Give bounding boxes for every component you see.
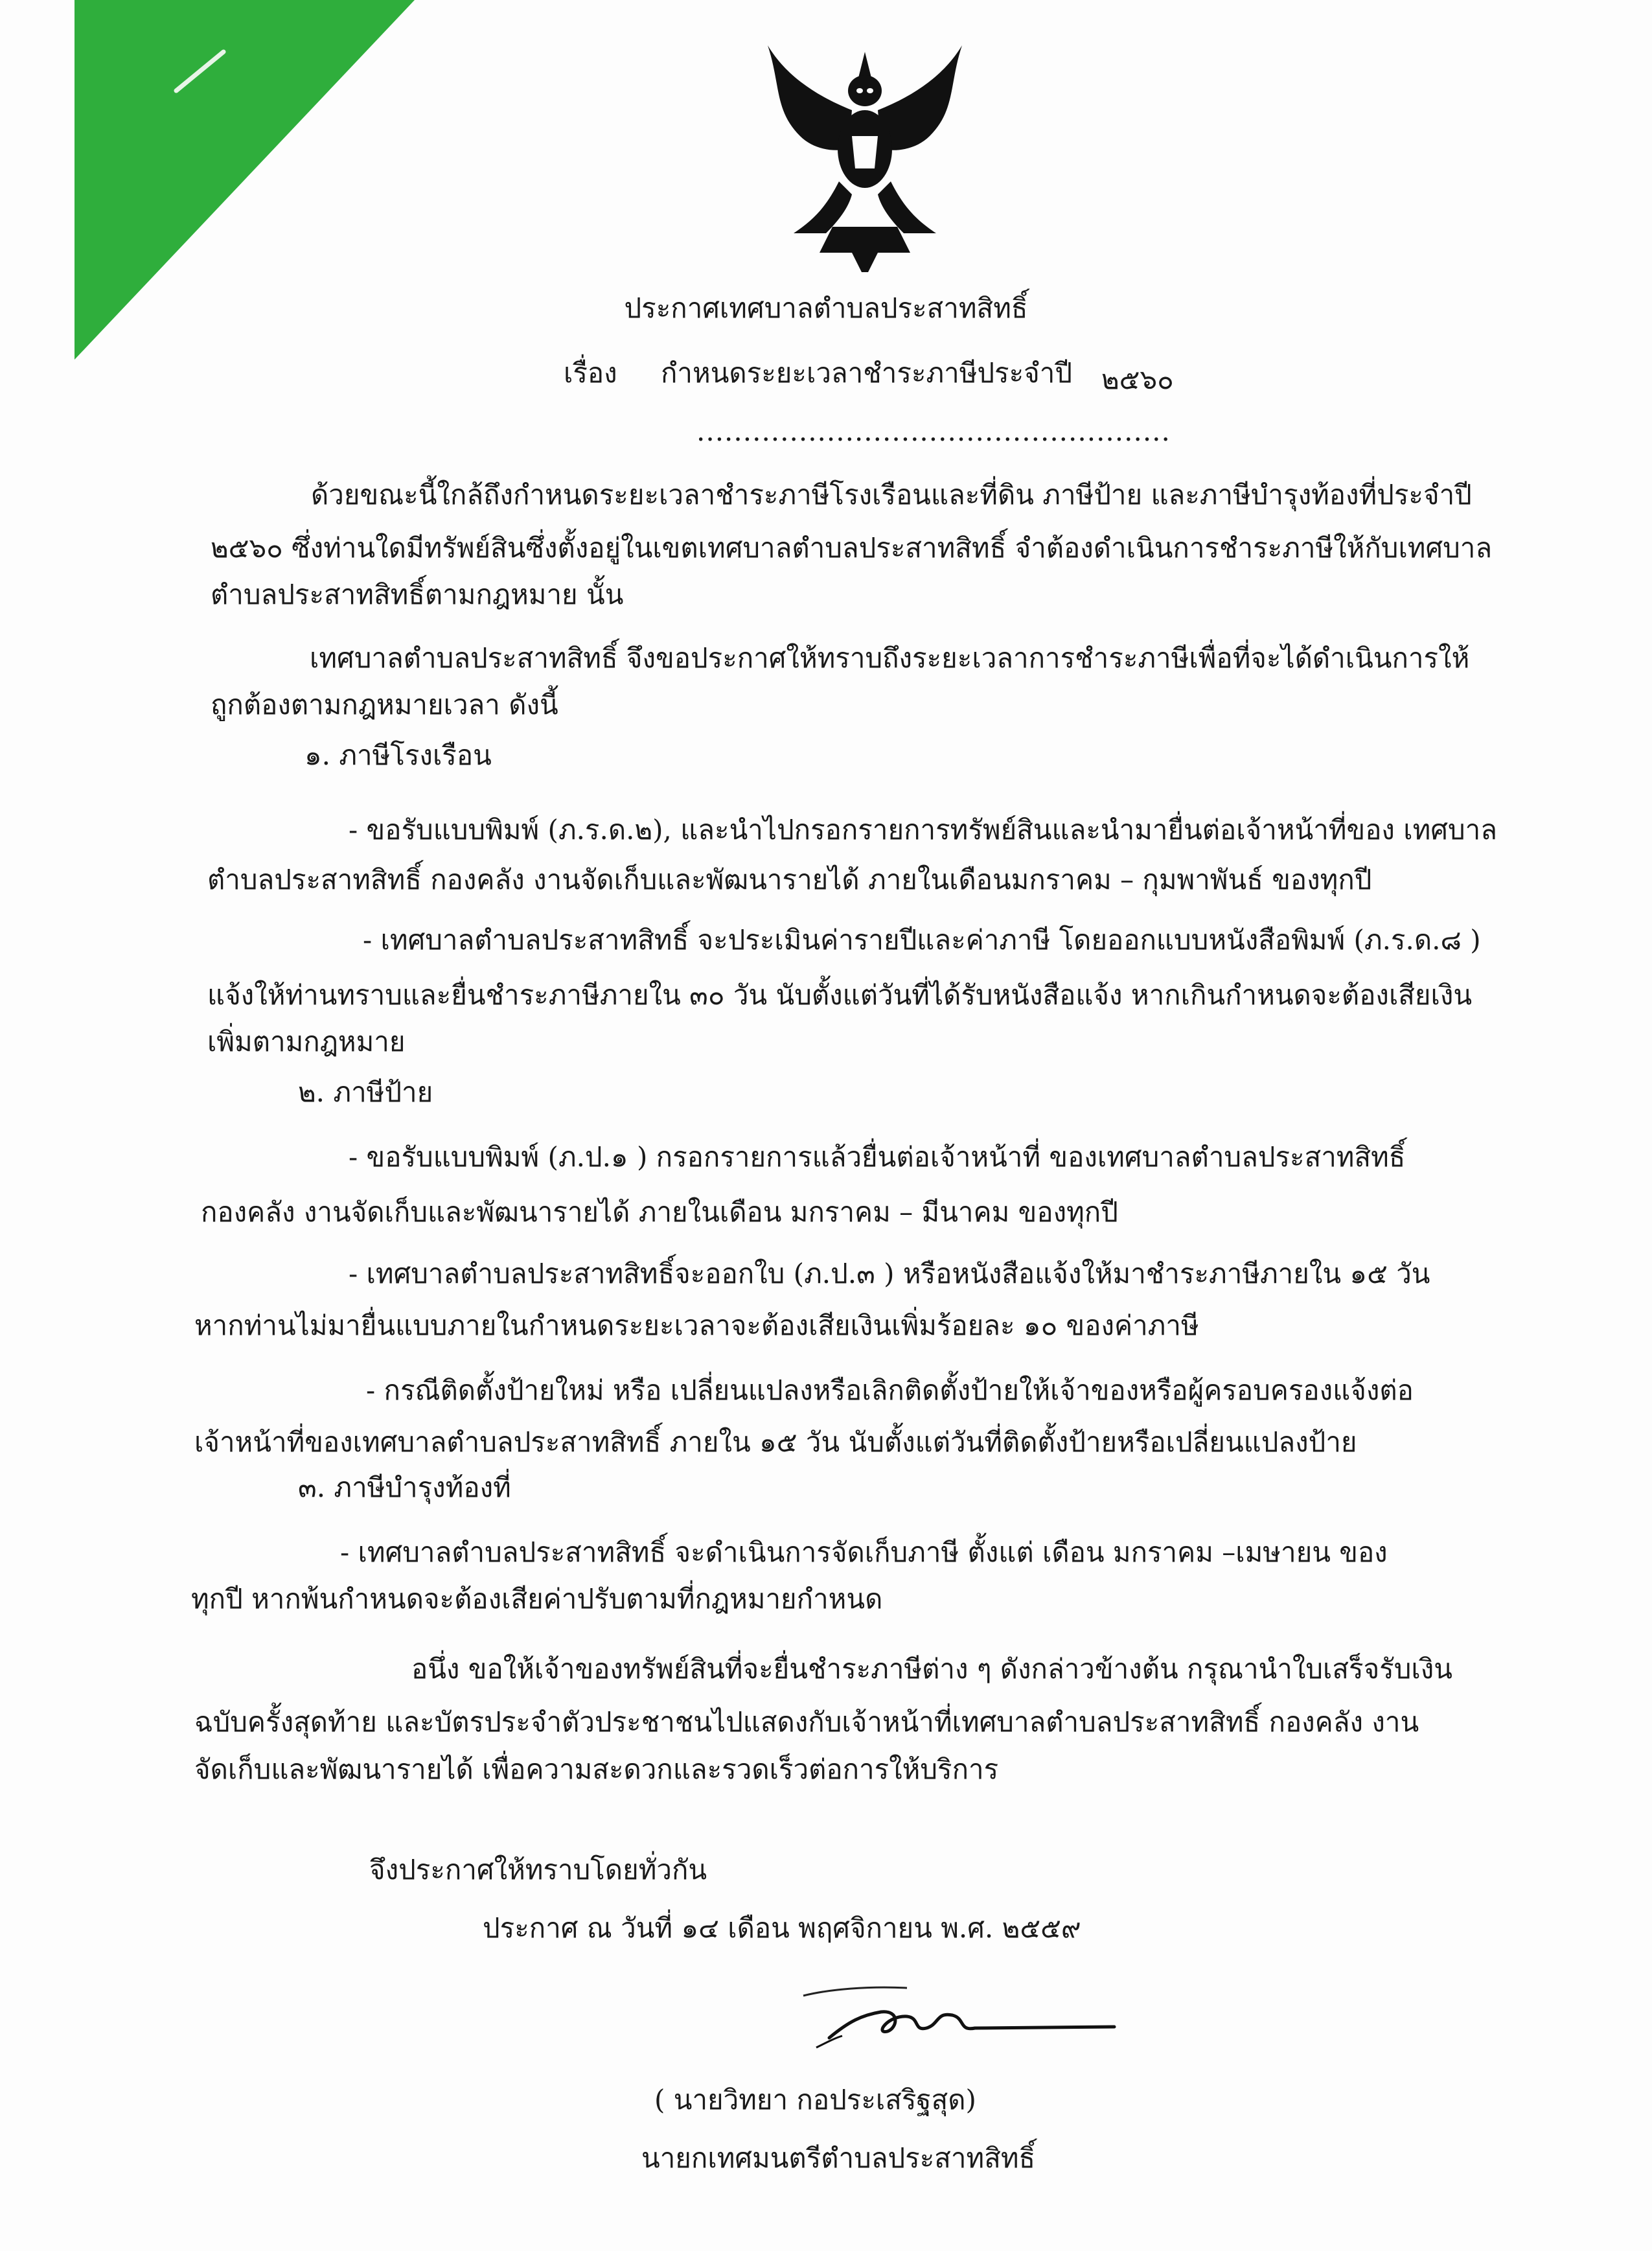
section-1-item-a-line-2: ตำบลประสาทสิทธิ์ กองคลัง งานจัดเก็บและพัฒนารายได้ ภายในเดือนมกราคม – กุมพาพันธ์ ของทุกปี — [207, 864, 1372, 895]
intro-line-2: ๒๕๖๐ ซึ่งท่านใดมีทรัพย์สินซึ่งตั้งอยู่ในเขตเทศบาลตำบลประสาทสิทธิ์ จำต้องดำเนินการชำระภาษีให้กับเทศบาล — [211, 532, 1493, 564]
section-3-title: ๓. ภาษีบำรุงท้องที่ — [298, 1472, 511, 1503]
section-1-title: ๑. ภาษีโรงเรือน — [304, 739, 492, 771]
section-1-item-b-line-2: แจ้งให้ท่านทราบและยื่นชำระภาษีภายใน ๓๐ วัน นับตั้งแต่วันที่ได้รับหนังสือแจ้ง หากเกินกำหนดจะต้องเสียเงิน — [207, 979, 1473, 1011]
section-2-item-c-line-1: - กรณีติดตั้งป้ายใหม่ หรือ เปลี่ยนแปลงหรือเลิกติดตั้งป้ายให้เจ้าของหรือผู้ครอบครองแจ้งต่อ — [366, 1374, 1414, 1406]
announcement-date: ประกาศ ณ วันที่ ๑๔ เดือน พฤศจิกายน พ.ศ. ๒๕๕๙ — [483, 1912, 1081, 1944]
intro-line-1: ด้วยขณะนี้ใกล้ถึงกำหนดระยะเวลาชำระภาษีโรงเรือนและที่ดิน ภาษีป้าย และภาษีบำรุงท้องที่ประจำปี — [311, 479, 1472, 511]
dotted-rule: ................................................... — [696, 415, 1171, 447]
section-2-item-a-line-1: - ขอรับแบบพิมพ์ (ภ.ป.๑ ) กรอกรายการแล้วยื่นต่อเจ้าหน้าที่ ของเทศบาลตำบลประสาทสิทธิ์ — [349, 1141, 1406, 1173]
garuda-emblem-icon — [755, 39, 975, 272]
subject-year: ๒๕๖๐ — [1101, 364, 1174, 395]
section-3-item-a-line-1: - เทศบาลตำบลประสาทสิทธิ์ จะดำเนินการจัดเก็บภาษี ตั้งแต่ เดือน มกราคม –เมษายน ของ — [340, 1536, 1388, 1568]
section-3-item-a-line-2: ทุกปี หากพ้นกำหนดจะต้องเสียค่าปรับตามที่กฎหมายกำหนด — [191, 1583, 883, 1615]
signer-name: ( นายวิทยา กอประเสริฐสุด) — [654, 2084, 976, 2116]
section-2-title: ๒. ภาษีป้าย — [298, 1076, 433, 1108]
intro-line-3: ตำบลประสาทสิทธิ์ตามกฎหมาย นั้น — [211, 579, 624, 610]
section-2-item-c-line-2: เจ้าหน้าที่ของเทศบาลตำบลประสาทสิทธิ์ ภายใน ๑๕ วัน นับตั้งแต่วันที่ติดตั้งป้ายหรือเปลี่ยนแปลงป้าย — [194, 1426, 1357, 1458]
closing-line-2: ฉบับครั้งสุดท้าย และบัตรประจำตัวประชาชนไปแสดงกับเจ้าหน้าที่เทศบาลตำบลประสาทสิทธิ์ กองคลัง งาน — [194, 1706, 1419, 1738]
notice-line-1: เทศบาลตำบลประสาทสิทธิ์ จึงขอประกาศให้ทราบถึงระยะเวลาการชำระภาษีเพื่อที่จะได้ดำเนินการให้ — [310, 642, 1470, 674]
section-2-item-b-line-1: - เทศบาลตำบลประสาทสิทธิ์จะออกใบ (ภ.ป.๓ ) หรือหนังสือแจ้งให้มาชำระภาษีภายใน ๑๕ วัน — [349, 1258, 1430, 1289]
closing-line-3: จัดเก็บและพัฒนารายได้ เพื่อความสะดวกและรวดเร็วต่อการให้บริการ — [194, 1753, 999, 1785]
signature — [790, 1976, 1127, 2054]
closing-line-1: อนึ่ง ขอให้เจ้าของทรัพย์สินที่จะยื่นชำระภาษีต่าง ๆ ดังกล่าวข้างต้น กรุณานำใบเสร็จรับเงิน — [411, 1653, 1452, 1685]
subject-text: กำหนดระยะเวลาชำระภาษีประจำปี — [661, 357, 1073, 389]
notice-line-2: ถูกต้องตามกฎหมายเวลา ดังนี้ — [211, 689, 558, 721]
signer-title: นายกเทศมนตรีตำบลประสาทสิทธิ์ — [641, 2142, 1036, 2174]
section-2-item-a-line-2: กองคลัง งานจัดเก็บและพัฒนารายได้ ภายในเดือน มกราคม – มีนาคม ของทุกปี — [201, 1196, 1118, 1228]
section-1-item-b-line-3: เพิ่มตามกฎหมาย — [207, 1026, 406, 1057]
section-1-item-b-line-1: - เทศบาลตำบลประสาทสิทธิ์ จะประเมินค่ารายปีและค่าภาษี โดยออกแบบหนังสือพิมพ์ (ภ.ร.ด.๘ ) — [363, 924, 1481, 956]
announcement-line: จึงประกาศให้ทราบโดยทั่วกัน — [369, 1854, 707, 1886]
section-1-item-a-line-1: - ขอรับแบบพิมพ์ (ภ.ร.ด.๒), และนำไปกรอกรายการทรัพย์สินและนำมายื่นต่อเจ้าหน้าที่ของ เทศบาล — [349, 814, 1497, 846]
document-title: ประกาศเทศบาลตำบลประสาทสิทธิ์ — [624, 292, 1028, 324]
subject-label: เรื่อง — [564, 357, 617, 389]
section-2-item-b-line-2: หากท่านไม่มายื่นแบบภายในกำหนดระยะเวลาจะต้องเสียเงินเพิ่มร้อยละ ๑๐ ของค่าภาษี — [194, 1310, 1199, 1341]
